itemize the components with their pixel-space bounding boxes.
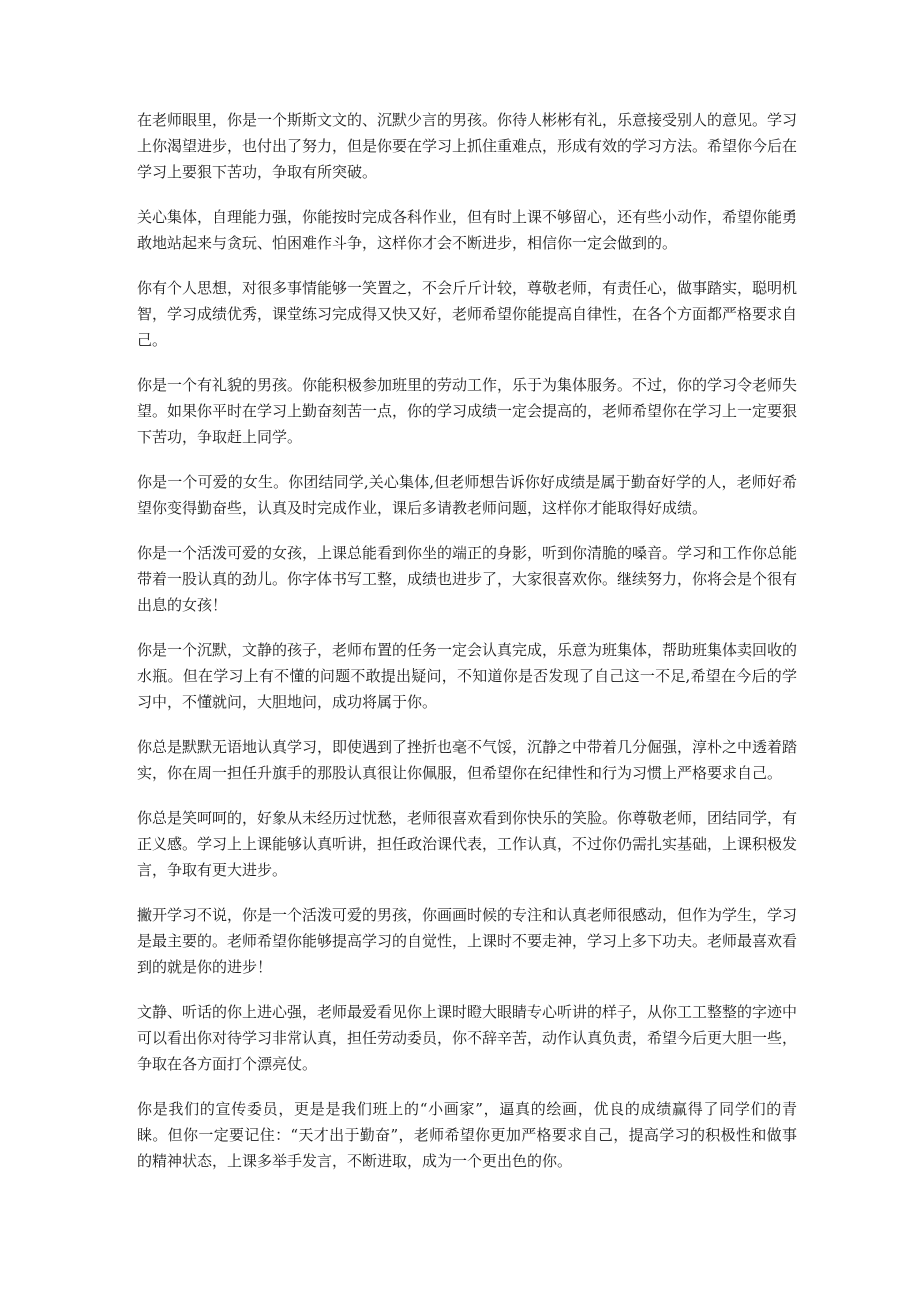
comment-paragraph-2: 关心集体，自理能力强，你能按时完成各科作业，但有时上课不够留心，还有些小动作，希望你能勇敢地站起来与贪玩、怕困难作斗争，这样你才会不断进步，相信你一定会做到的。	[137, 208, 798, 252]
comment-paragraph-12: 你是我们的宣传委员，更是是我们班上的“小画家”，逼真的绘画，优良的成绩赢得了同学们的青睐。但你一定要记住：“天才出于勤奋”，老师希望你更加严格要求自己，提高学习的积极性和做事的精神状态，上课多举手发言，不断进取，成为一个更出色的你。	[137, 1100, 797, 1170]
document-body	[137, 107, 797, 1193]
comment-paragraph-10: 撇开学习不说，你是一个活泼可爱的男孩，你画画时候的专注和认真老师很感动，但作为学生，学习是最主要的。老师希望你能够提高学习的自觉性，上课时不要走神，学习上多下功夫。老师最喜欢看到的就是你的进步！	[137, 906, 798, 976]
comment-paragraph-9: 你总是笑呵呵的，好象从未经历过忧愁，老师很喜欢看到你快乐的笑脸。你尊敬老师，团结同学，有正义感。学习上上课能够认真听讲，担任政治课代表，工作认真，不过你仍需扎实基础，上课积极发言，争取有更大进步。	[137, 809, 798, 879]
comment-paragraph-1: 在老师眼里，你是一个斯斯文文的、沉默少言的男孩。你待人彬彬有礼，乐意接受别人的意见。学习上你渴望进步，也付出了努力，但是你要在学习上抓住重难点，形成有效的学习方法。希望你今后在学习上要狠下苦功，争取有所突破。	[137, 111, 798, 181]
comment-paragraph-7: 你是一个沉默，文静的孩子，老师布置的任务一定会认真完成，乐意为班集体，帮助班集体卖回收的水瓶。但在学习上有不懂的问题不敢提出疑问，不知道你是否发现了自己这一不足,希望在今后的学习中，不懂就问，大胆地问，成功将属于你。	[137, 641, 798, 711]
comment-paragraph-11: 文静、听话的你上进心强，老师最爱看见你上课时瞪大眼睛专心听讲的样子，从你工工整整的字迹中可以看出你对待学习非常认真，担任劳动委员，你不辞辛苦，动作认真负责，希望今后更大胆一些，争取在各方面打个漂亮仗。	[137, 1003, 798, 1073]
comment-paragraph-6: 你是一个活泼可爱的女孩，上课总能看到你坐的端正的身影，听到你清脆的嗓音。学习和工作你总能带着一股认真的劲儿。你字体书写工整，成绩也进步了，大家很喜欢你。继续努力，你将会是个很有出息的女孩！	[137, 544, 798, 614]
comment-paragraph-3: 你有个人思想，对很多事情能够一笑置之，不会斤斤计较，尊敬老师，有责任心，做事踏实，聪明机智，学习成绩优秀，课堂练习完成得又快又好，老师希望你能提高自律性，在各个方面都严格要求自己。	[137, 279, 798, 349]
comment-paragraph-8: 你总是默默无语地认真学习，即使遇到了挫折也毫不气馁，沉静之中带着几分倔强，淳朴之中透着踏实，你在周一担任升旗手的那股认真很让你佩服，但希望你在纪律性和行为习惯上严格要求自己。	[137, 738, 798, 782]
comment-paragraph-4: 你是一个有礼貌的男孩。你能积极参加班里的劳动工作，乐于为集体服务。不过，你的学习令老师失望。如果你平时在学习上勤奋刻苦一点，你的学习成绩一定会提高的，老师希望你在学习上一定要狠下苦功，争取赶上同学。	[137, 376, 798, 446]
comment-paragraph-5: 你是一个可爱的女生。你团结同学,关心集体,但老师想告诉你好成绩是属于勤奋好学的人，老师好希望你变得勤奋些，认真及时完成作业，课后多请教老师问题，这样你才能取得好成绩。	[137, 473, 797, 517]
